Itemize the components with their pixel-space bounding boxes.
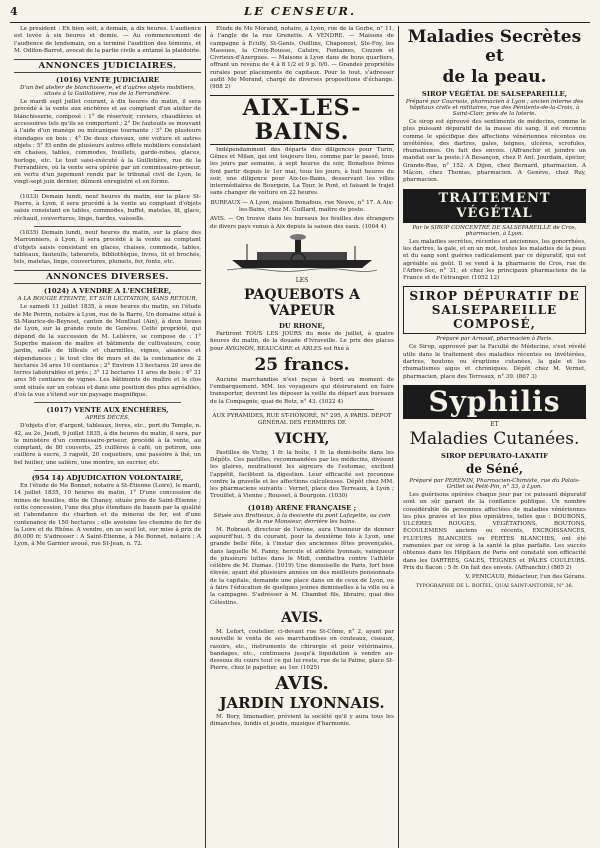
ad-body: (1035) Demain lundi, neuf heures du matin, sur la place des Marronniers, à Lyon, il sera procédé à la vente au comptant d'objets saisis consistant en glaces, chaises, commode, tables, tableaux, fauteuils, tabourets, bibliothèque, livres, lit et brochés, tels, matelas, linge, couvertures, plumets, fer, fonte, etc.	[14, 229, 201, 266]
ad-subheading: Située aux Brotteaux, à la descente du pont Lafayette, au coin de la rue Monsieur, derrière les bains.	[213, 512, 391, 525]
intro-text: Le président : Eh bien soit, à demain, à dix heures. L'audience est levée à six heures et demie. — Au commencement de l'audience de lendemain, on a terminé l'audition des témoins, et M. Odilon-Barrot, avocat de la partie civile a entamé la plaidoirie.	[14, 26, 201, 54]
ad-heading: (1016) VENTE JUDICIAIRE	[55, 76, 160, 85]
divider	[34, 190, 181, 191]
divider	[230, 409, 374, 410]
ad-subheading: A LA BOUGIE ÉTEINTE, ET SUR LICITATION, SANS RETOUR,	[17, 296, 198, 303]
ad-body: D'objets d'or, d'argent, tableaux, livres, etc., port du Temple, n. 42, au 2e. Jeudi, 9 juillet 1835, à dix heures du matin, il sera, par le ministère d'un commissaire-priseur, procédé à la vente, au comptant, de 80 couverts, 25 cuillères à café, un potiron, une cuillère à sucre, 3 ragoût, 20 coquetiers, une passoire à thé, un bel huilier, une salière, une montre, un sucrier, etc.	[14, 423, 201, 466]
ad-body: M. Robraut, directeur de l'arène, aura l'honneur de donner aujourd'hui, 5 du courant, pour la deuxième fois à Lyon, une grande belle fête, à l'instar des anciennes fêtes provençales, dans laquelle M. Fanny, hercule et athlète lyonnais, vainqueur de plusieurs luttes dans le Midi, combattra contre l'athlète célèbre de M. Dumas. (1019) Une demoiselle de Paris, fort bien élevée, ayant été plusieurs années un des meilleurs pensionnats de la capitale, demande une place dans un de ceux de Lyon, ou à faire l'éducation de quelques jeunes demoiselles à la ville ou à la campagne. S'adresser à M. Chambet fils, libraire, quai des Célestins.	[210, 526, 394, 606]
column-2	[206, 26, 399, 848]
ad-body: M. Lefort, coutelier, ci-devant rue St-Côme, n° 2, ayant par nouvelle le venta de ses marchandises en couteaux, ciseaux, rasoirs, etc., instruments de chirurgie et pour vétérinaires, bandages, etc., continuera jusqu'à liquidation à vendre au-dessous du cours tout ce qui lui reste, rue de la Palme, place St-Pierre, chez le papetier, au 1er. (1025)	[210, 628, 394, 672]
printer-footer: TYPOGRAPHIE DE L. BOITEL, QUAI SAINT-ANTOINE, N° 36.	[415, 583, 574, 590]
vegetal-subheading: Par le SIROP CONCENTRÉ DE SALSEPAREILLE de Cros, pharmacien, à Lyon.	[412, 224, 577, 237]
maladies-title-line1: Maladies Secrètes et	[407, 27, 582, 66]
newspaper-title: LE CENSEUR.	[244, 4, 356, 18]
maladies-title-line2: de la peau.	[442, 67, 547, 87]
steamboat-illustration	[227, 234, 377, 274]
divider	[34, 470, 181, 471]
paquebots-title: PAQUEBOTS A VAPEUR	[244, 286, 360, 319]
vichy-title: VICHY,	[274, 430, 330, 447]
ad-heading: (1024) A VENDRE A L'ENCHÈRE,	[43, 287, 172, 296]
divider	[34, 226, 181, 227]
ad-body: Partiront TOUS LES JOURS du mois de juillet, à quatre heures du matin, de la douane d'Ivraveille. Le prix des places pour AVIGNON, BEAUCAIRE et ARLES est fixé à	[210, 330, 394, 352]
ad-heading: (1018) ARÈNE FRANÇAISE ;	[247, 503, 357, 512]
maladies-cutanees-title: Maladies Cutanées.	[409, 428, 580, 449]
column-1	[10, 26, 206, 848]
ad-body: Aucune marchandise n'est reçue à bord au moment de l'embarquement. MM. les voyageurs qui désireraient en faire transporter, devront les déposer la veille du départ aux bureaux de la Compagnie, quai de Retz, n° 43. (1022 4)	[210, 376, 394, 405]
price: 25 francs.	[254, 354, 350, 375]
jardin-title: JARDIN LYONNAIS.	[219, 693, 385, 712]
ad-body: M. Bory, limonadier, prévient la société qu'il y aura tous les dimanches, lundis et jeudis, musique d'harmonie.	[210, 713, 394, 728]
sirop-depuratif-title: SIROP DÉPURATIF DE SALSEPAREILLE COMPOSÉ,	[403, 286, 586, 334]
section-title-judicial: ANNONCES JUDICIAIRES.	[14, 59, 201, 73]
sirop-heading: SIROP VÉGÉTAL DE SALSEPAREILLE,	[421, 90, 568, 98]
avis-title-2: AVIS.	[275, 672, 329, 694]
ad-body: Étude de Me Morand, notaire, à Lyon, rue de la Gerbe, n° 11, à l'angle de la rue Grenette. A VENDRE. — Maisons de campagne à Ecully, St-Genis, Ouillins, Chaponost, Ste-Foy, les Massues, la Croix-Rousse, Caluire, Fontaines, Couzon et Civrieux-d'Azergues. — Maisons à Lyon dans de bons quartiers, offrant un revenu de 4 à 8 1/2 et 9 p. 0/0. — Grandes propriétés rurales pour placements de capitaux. Pour le tout, s'adresser audit Me Morand, chargé de diverses propositions d'échange. (988 2)	[210, 26, 394, 91]
page-number: 4	[10, 5, 18, 18]
ad-subheading: D'un bel atelier de blanchisserie, et d'autres objets mobiliers, situés à la Guillotière, rue de la Ferrandière.	[20, 85, 195, 98]
traitement-vegetal-title: TRAITEMENT VÉGÉTAL	[403, 189, 586, 223]
syphilis-et: ET	[490, 420, 499, 428]
ad-body: Indépendamment des départs des diligences pour Turin, Gênes et Milan, qui ont toujours lieu, comme par le passé, tous les jours par semaine, à sept heures du soir, Bonafous frères font partir depuis le 1er mai, tous les jours, à huit heures du soir, une diligence pour Aix-les-Bains, desservant les villes intermédiaires de Bourgoin, La Tour, le Pont, et faisant le trajet sans changer de voiture en 22 heures.	[210, 146, 394, 197]
vichy-heading: AUX PYRAMIDES, RUE ST-HONORÉ, N° 295, A PARIS. DÉPOT GÉNÉRAL DES FERMIERS DE	[212, 413, 392, 427]
sirop-subheading: Préparé par Cournois, pharmacien à Lyon ; ancien interne des hôpitaux civils et militaires, rue des Pénitents-de-la-Croix, à Saint-Clair, près de la loterie.	[405, 99, 584, 117]
depuratif-subheading: Préparé par Arnoud, pharmacien à Paris.	[436, 336, 553, 343]
perenin-subheading: Préparé par PERENIN, Pharmacien-Chimiste, rue du Palais-Grillet ou Petit-Pin, n° 33, à Lyon.	[409, 477, 580, 490]
ad-bureaux: BUREAUX — A Lyon, maison Bonafous, rue Neuve, n° 17. A Aix-les-Bains, chez M. Guillard, maître de poste.	[210, 199, 394, 214]
ad-heading: (954 14) ADJUDICATION VOLONTAIRE,	[31, 474, 184, 483]
steam-les: LES	[295, 276, 309, 284]
sirop-depurato-heading: SIROP DÉPURATO-LAXATIF	[441, 451, 548, 460]
ad-note: AVIS. — On trouve dans les bureaux les feuilles des étrangers de divers pays venus à Aix depuis la saison des eaux. (1004 4)	[210, 216, 394, 230]
ad-body: Les maladies secrètes, récentes et anciennes, les gonorrhées, les dartres, la gale, et en un mot, toutes les maladies de la peau et du sang sont guéries radicalement par ce dépuratif, qui est agréable au goût. Il se vend à la pharmacie de Cros, rue de l'Arbre-Sec, n° 31, et chez les principaux pharmaciens de la France et de l'étranger. (1052 12)	[403, 238, 586, 282]
masthead	[10, 4, 590, 23]
section-title-various: ANNONCES DIVERSES.	[14, 270, 201, 284]
ad-subheading: APRÈS DÉCÈS,	[85, 415, 130, 422]
avis-title: AVIS.	[281, 609, 323, 626]
aix-les-bains-title: AIX-LES-BAINS.	[210, 95, 394, 145]
syphilis-title: Syphilis	[403, 385, 586, 419]
ad-body: En l'étude de Me Bonnet, notaire à St-Étienne (Loire), le mardi, 14 juillet 1835, 10 heures du matin, 1° D'une concession de mines de houilles, dite de Chaney, située près de Saint-Étienne ; cette concession, l'une des plus étendues du bassin par la qualité et l'abondance du charbon et du minerai de fer, est d'une contenance de 150 hectares ; elle avoisine les chemins de fer de la Loire et du Rhône. A vendre, en un seul lot, sur mise à prix de 80,000 fr. S'adresser : A Saint-Étienne, à Me Bonnet, notaire ; A Lyon, à Me Garnier avoué, rue St-Jean, n. 72.	[14, 483, 201, 548]
ad-body: Les guérisons opérées chaque jour par ce puissant dépuratif sont un sûr garant de la confiance publique. Un nombre considérable de personnes affectées de maladies vénériennes les plus graves et les plus opiniâtres, telles que : BOUBONS, ULCÈRES ROUGES, VÉGÉTATIONS, BOUTONS, ÉCOULEMENS anciens ou récents, EXCROISSANCES, FLUEURS BLANCHES ou PERTES BLANCHES, ont été ramenées par ce sirop à la santé la plus parfaite. Les succès obtenus dans les Hôpitaux de Paris ont constaté son efficacité dans les DARTRES, GALES, TEIGNES et PÂLES COULEURS. Prix du flacon : 5 fr. On fait des envois. (Affranchir.) (865 2)	[403, 491, 586, 571]
sene-title: de Séné,	[465, 461, 524, 476]
ad-body: Ce sirop est éprouvé des sentiments de médecins, comme le plus puissant dépuratif de la masse du sang, il est reconnu comme le spécifique des affections vénériennes récentes ou invétérées, des dartres, gales, teignes, ulcères, scrofules, rhumatismes. On fait des envois. (Affranchir et joindre un mandat sur la poste.) A Besançon, chez P. Ant. Jourdain, épicier, Grande-Rue, n° 152. A Dijon, chez Bernard, pharmacien. A Mâcon, chez Thomas, pharmacien. A Genève, chez Ruy, pharmacien.	[403, 119, 586, 184]
ad-body: (1033) Demain lundi, neuf heures du matin, sur la place St-Pierre, à Lyon, il sera procédé à la vente au comptant d'objets saisis consistant en tables, commodes, buffet, matelas, lit, glace, réchaud, couvertures, linge, hardes, vaisselle.	[14, 193, 201, 222]
ad-heading: (1017) VENTE AUX ENCHÈRES,	[46, 406, 169, 415]
ad-body: Ce Sirop, approuvé par la Faculté de Médecine, s'est révélé utile dans le traitement des maladies récentes ou invétérées, dartres, boutons ou éruptions cutanées, la gale et les rhumatismes aigus et chroniques. Dépôt chez M. Vernet, pharmacien, place des Terreaux, n° 39. (867 3)	[403, 344, 586, 380]
column-3	[399, 26, 590, 848]
ad-body: Le mardi sept juillet courant, à dix heures du matin, il sera procédé à la vente aux enchères et au comptant d'un atelier de blanchisserie, composé : 1° de réservoir, cuviers, chaudières et accessoires tels qu'ils se comportent ; 2° De fauteuils se mouvant à l'aide d'un manège ou mécanique tournante ; 3° De plusieurs étendages en bois ; 4° De deux chevaux, une voiture et autres objets ; 5° Et enfin de plusieurs autres effets mobiliers consistant en chaises, tables, commodes, fouillets, garde-robes, glaces, horloge, etc. Le tout saisi-exécuté à la Guillotière, rue de la Ferrandière, où la vente sera opérée par un commissaire-priseur, en vertu d'un jugement rendu par le tribunal civil de Lyon, le vingt-sept juin dernier, dûment enregistré et en forme.	[14, 99, 201, 186]
ad-body: Le samedi 11 juillet 1835, à onze heures du matin, en l'étude de Me Perrin, notaire à Lyon, rue de la Barre, Un domaine situé à St-Maurice-de-Beynost, canton de Montluel (Ain), à deux lieues de Lyon, sur la grande route de Genève. Cette propriété, qui dépend de la succession de M. Lelièvre, se compose de : 1° Superbe maison de maître et bâtiments de cultivateurs, cour, jardin, salle de tilleuls et charmilles, vignes, aisances et dépendances ; le tout clos de murs et de la contenance de 2 hectares 34 ares 10 centiares ; 2° Environ 13 hectares 20 ares de terres labourables et prés ; 3° 12 hectares 11 ares de bois ; 4° 31 ares 56 centiares de vignes. Les bâtiments de maître et le clos sont situés sur un coteau et dans une position des plus agréables, d'où la vue s'étend sur un paysage magnifique.	[14, 304, 201, 398]
ad-body: Pastilles de Vichy, 1 fr. la boîte, 1 fr. la demi-boîte dans les Dépôts. Ces pastilles, recommandées par les médecins, divisent les glaires, neutralisent les aigreurs de l'estomac, excitent l'appétit, facilitent la digestion. Leur efficacité est reconnue contre la gravelle et les affections calculeuses. Dépôt chez MM. les pharmaciens suivants : Vernet, place des Terreaux, à Lyon ; Trouillet, à Vienne ; Rousset, à Bourgoin. (1030)	[210, 449, 394, 500]
editor-signature: V. PENICAUD, Rédacteur, l'un des Gérans.	[465, 574, 586, 581]
divider	[34, 402, 181, 403]
paquebots-subtitle: DU RHONE,	[279, 321, 325, 330]
